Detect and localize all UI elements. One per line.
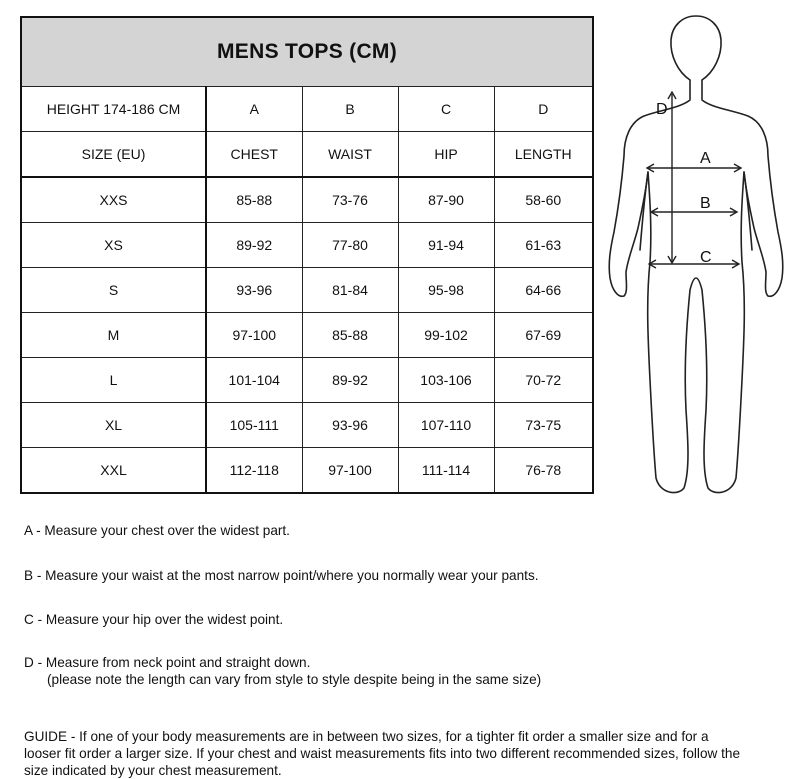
size-cell: XXS [21, 177, 206, 223]
length-cell: 61-63 [494, 223, 593, 268]
hip-cell: 87-90 [398, 177, 494, 223]
chest-cell: 97-100 [206, 313, 302, 358]
table-row [21, 448, 593, 494]
table-title-row [21, 17, 593, 87]
note-a: A - Measure your chest over the widest part. [24, 523, 290, 538]
length-cell: 67-69 [494, 313, 593, 358]
waist-cell: 85-88 [302, 313, 398, 358]
table-row [21, 177, 593, 223]
waist-header: WAIST [302, 132, 398, 178]
size-header: SIZE (EU) [21, 132, 206, 178]
length-cell: 73-75 [494, 403, 593, 448]
hip-cell: 99-102 [398, 313, 494, 358]
guide-note: GUIDE - If one of your body measurements are in between two sizes, for a tighter fit order a smaller size and for a looser fit order a larger size. If your chest and waist measurements fits into two different recommended sizes, follow the size indicated by your chest measurement. [24, 729, 741, 778]
table-row [21, 313, 593, 358]
waist-cell: 93-96 [302, 403, 398, 448]
chest-cell: 85-88 [206, 177, 302, 223]
size-chart-table [20, 16, 594, 494]
note-d-line2: (please note the length can vary from style to style despite being in the same size) [47, 672, 542, 687]
header-letter-a: A [206, 87, 302, 132]
waist-cell: 77-80 [302, 223, 398, 268]
hip-header: HIP [398, 132, 494, 178]
waist-cell: 73-76 [302, 177, 398, 223]
height-header: HEIGHT 174-186 CM [21, 87, 206, 132]
chest-cell: 89-92 [206, 223, 302, 268]
length-header: LENGTH [494, 132, 593, 178]
header-letter-c: C [398, 87, 494, 132]
size-cell: L [21, 358, 206, 403]
waist-cell: 81-84 [302, 268, 398, 313]
length-cell: 76-78 [494, 448, 593, 494]
length-cell: 64-66 [494, 268, 593, 313]
size-cell: S [21, 268, 206, 313]
body-outline [609, 16, 783, 493]
table-row [21, 223, 593, 268]
length-cell: 58-60 [494, 177, 593, 223]
measurement-lines [647, 92, 741, 268]
header-names-row [21, 132, 593, 178]
label-d: D [656, 101, 668, 118]
chest-header: CHEST [206, 132, 302, 178]
size-cell: XXL [21, 448, 206, 494]
chest-cell: 105-111 [206, 403, 302, 448]
table-row [21, 268, 593, 313]
hip-cell: 111-114 [398, 448, 494, 494]
size-cell: M [21, 313, 206, 358]
label-b: B [700, 195, 711, 212]
size-cell: XS [21, 223, 206, 268]
waist-cell: 89-92 [302, 358, 398, 403]
note-d-line1: D - Measure from neck point and straight down. [24, 655, 311, 670]
note-c: C - Measure your hip over the widest point. [24, 612, 284, 627]
chest-cell: 101-104 [206, 358, 302, 403]
body-measurement-figure [600, 10, 784, 500]
header-letter-d: D [494, 87, 593, 132]
length-cell: 70-72 [494, 358, 593, 403]
header-letter-b: B [302, 87, 398, 132]
table-row [21, 403, 593, 448]
label-c: C [700, 249, 712, 266]
size-cell: XL [21, 403, 206, 448]
label-a: A [700, 150, 711, 167]
chest-cell: 112-118 [206, 448, 302, 494]
chest-cell: 93-96 [206, 268, 302, 313]
note-d [24, 654, 541, 688]
hip-cell: 95-98 [398, 268, 494, 313]
hip-cell: 91-94 [398, 223, 494, 268]
table-row [21, 358, 593, 403]
hip-cell: 103-106 [398, 358, 494, 403]
note-b: B - Measure your waist at the most narrow point/where you normally wear your pants. [24, 568, 539, 583]
hip-cell: 107-110 [398, 403, 494, 448]
header-letters-row [21, 87, 593, 132]
waist-cell: 97-100 [302, 448, 398, 494]
table-title: MENS TOPS (CM) [21, 17, 593, 87]
